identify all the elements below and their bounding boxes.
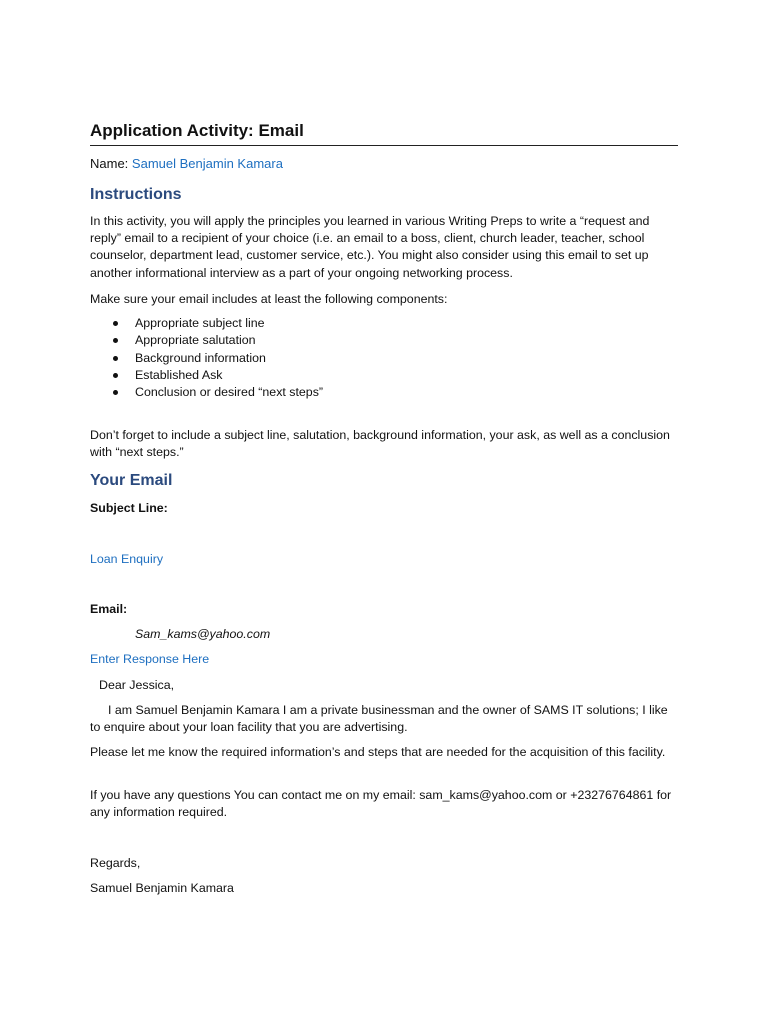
component-item — [90, 315, 323, 332]
instructions-paragraph: In this activity, you will apply the principles you learned in various Writing Preps to write a “request and reply” email to a recipient of your choice (i.e. an email to a boss, client, church leader, teacher, school counselor, department lead, customer service, etc.). You might also consider using this email to set up another informational interview as a part of your ongoing networking process. — [90, 214, 650, 280]
email-address: Sam_kams@yahoo.com — [135, 627, 271, 641]
bullet-icon — [113, 321, 118, 326]
bullet-icon — [113, 390, 118, 395]
response-prompt[interactable]: Enter Response Here — [90, 652, 210, 666]
signature: Samuel Benjamin Kamara — [90, 881, 234, 895]
your-email-heading: Your Email — [90, 472, 173, 489]
body-paragraph: If you have any questions You can contact me on my email: sam_kams@yahoo.com or +23276764861 for any information required. — [90, 788, 672, 820]
salutation: Dear Jessica, — [99, 678, 175, 692]
name-line — [90, 155, 283, 172]
closing: Regards, — [90, 856, 141, 870]
document-title: Application Activity: Email — [90, 120, 678, 146]
component-item — [90, 384, 323, 401]
subject-value[interactable]: Loan Enquiry — [90, 552, 164, 566]
components-list — [90, 315, 323, 401]
component-item — [90, 350, 323, 367]
component-item — [90, 332, 323, 349]
reminder-paragraph: Don’t forget to include a subject line, salutation, background information, your ask, as well as a conclusion with “next steps.” — [90, 428, 670, 460]
bullet-icon — [113, 373, 118, 378]
name-label: Name: — [90, 156, 129, 171]
component-text: Appropriate subject line — [135, 316, 265, 330]
body-paragraph: I am Samuel Benjamin Kamara I am a private businessman and the owner of SAMS IT solutions; I like to enquire about your loan facility that you are advertising. — [90, 703, 668, 735]
body-paragraph: Please let me know the required information’s and steps that are needed for the acquisition of this facility. — [90, 745, 666, 759]
bullet-icon — [113, 338, 118, 343]
name-value: Samuel Benjamin Kamara — [131, 156, 283, 171]
component-text: Established Ask — [135, 367, 223, 382]
components-intro: Make sure your email includes at least the following components: — [90, 292, 448, 306]
bullet-icon — [113, 356, 118, 361]
component-text: Background information — [135, 350, 266, 365]
component-text: Conclusion or desired “next steps” — [135, 385, 324, 400]
email-label: Email: — [90, 602, 128, 616]
subject-label: Subject Line: — [90, 501, 168, 515]
component-text: Appropriate salutation — [135, 333, 256, 348]
component-item — [90, 367, 323, 384]
instructions-heading: Instructions — [90, 186, 182, 203]
